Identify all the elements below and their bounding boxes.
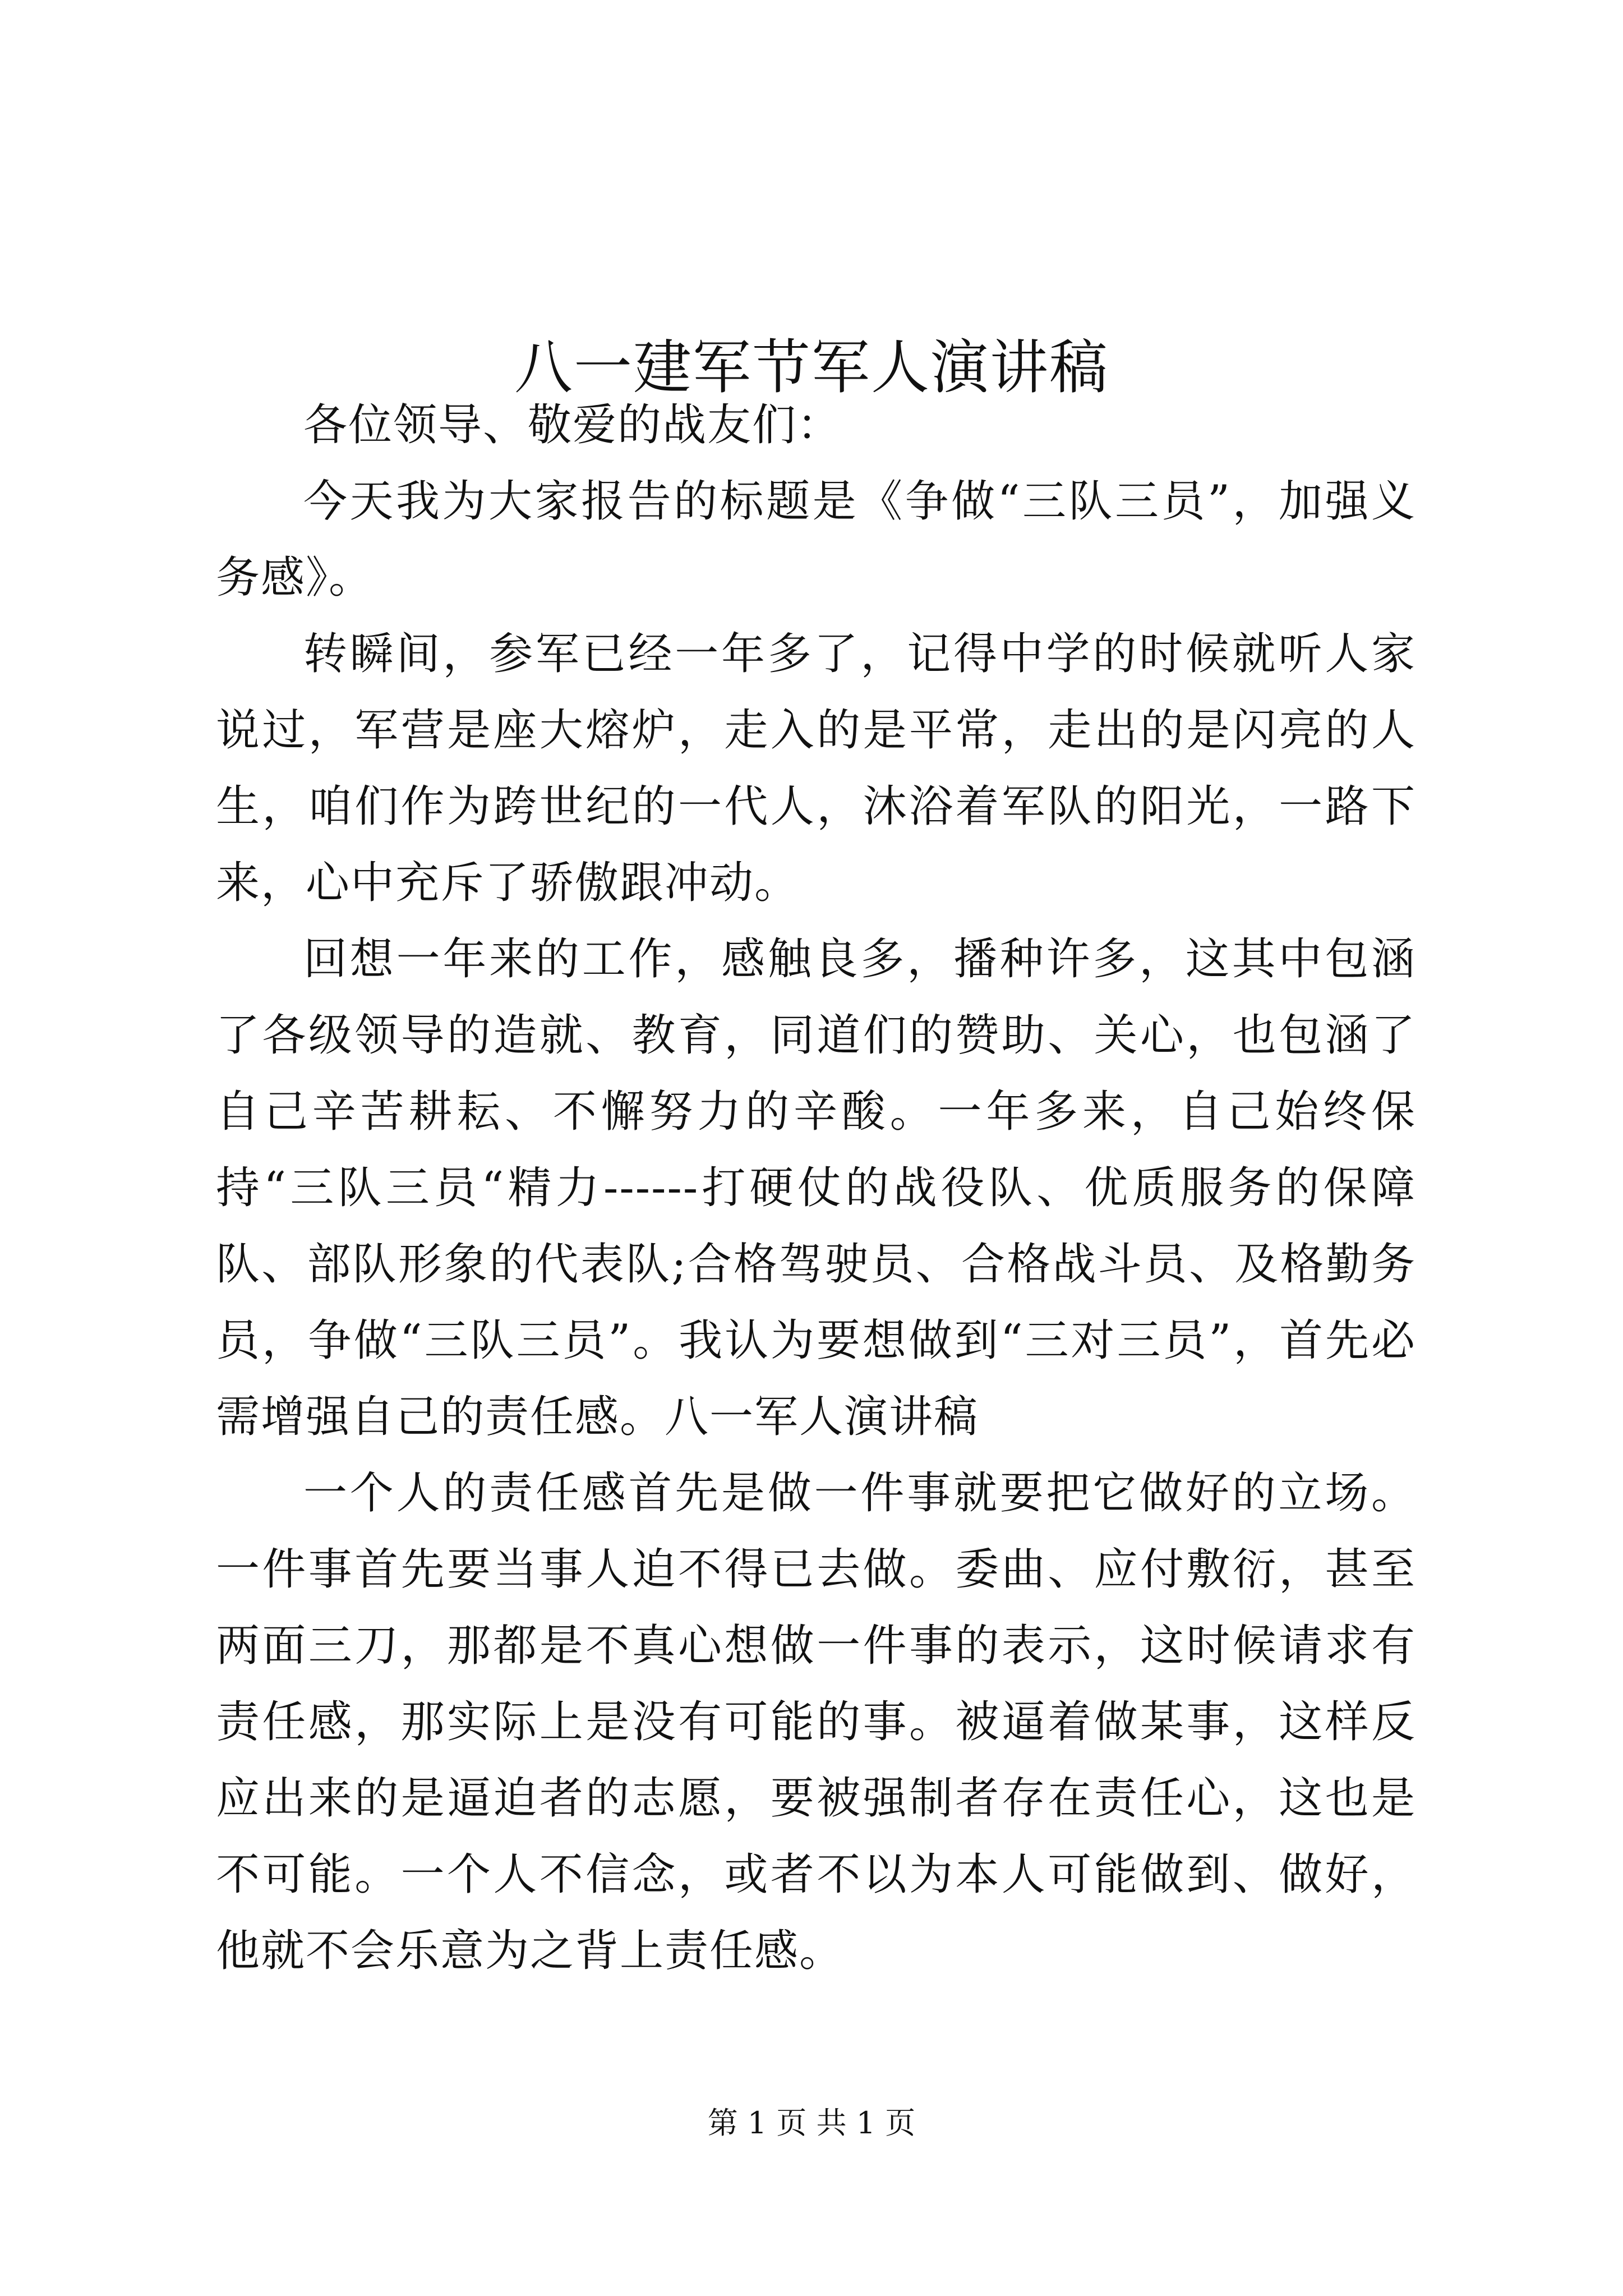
paragraph-salutation: 各位领导、敬爱的战友们： <box>303 400 842 450</box>
paragraph-topic: 今天我为大家报告的标题是《争做“三队三员”，加强义务感》。 <box>216 476 1416 603</box>
paragraph-introduction: 转瞬间，参军已经一年多了，记得中学的时候就听人家说过，军营是座大熔炉，走入的是平常，走出的是闪亮的人生，咱们作为跨世纪的一代人，沐浴着军队的阳光，一路下来，心中充斥了骄傲跟冲动。 <box>216 629 1416 908</box>
page-footer: 第 1 页 共 1 页 <box>707 2105 916 2141</box>
document-body <box>216 387 1416 1989</box>
paragraph-reflection: 回想一年来的工作，感触良多，播种许多，这其中包涵了各级领导的造就、教育，同道们的赞助、关心，也包涵了自己辛苦耕耘、不懈努力的辛酸。一年多来，自己始终保持“三队三员“精力------打硬仗的战役队、优质服务的保障队、部队形象的代表队;合格驾驶员、合格战斗员、及格勤务员，争做“三队三员”。我认为要想做到“三对三员”，首先必需增强自己的责任感。八一军人演讲稿 <box>216 934 1416 1442</box>
document-title: 八一建军节军人演讲稿 <box>514 333 1109 402</box>
paragraph-responsibility: 一个人的责任感首先是做一件事就要把它做好的立场。一件事首先要当事人迫不得已去做。委曲、应付敷衍，甚至两面三刀，那都是不真心想做一件事的表示，这时候请求有责任感，那实际上是没有可能的事。被逼着做某事，这样反应出来的是逼迫者的志愿，要被强制者存在责任心，这也是不可能。一个人不信念，或者不以为本人可能做到、做好，他就不会乐意为之背上责任感。 <box>216 1468 1416 1976</box>
